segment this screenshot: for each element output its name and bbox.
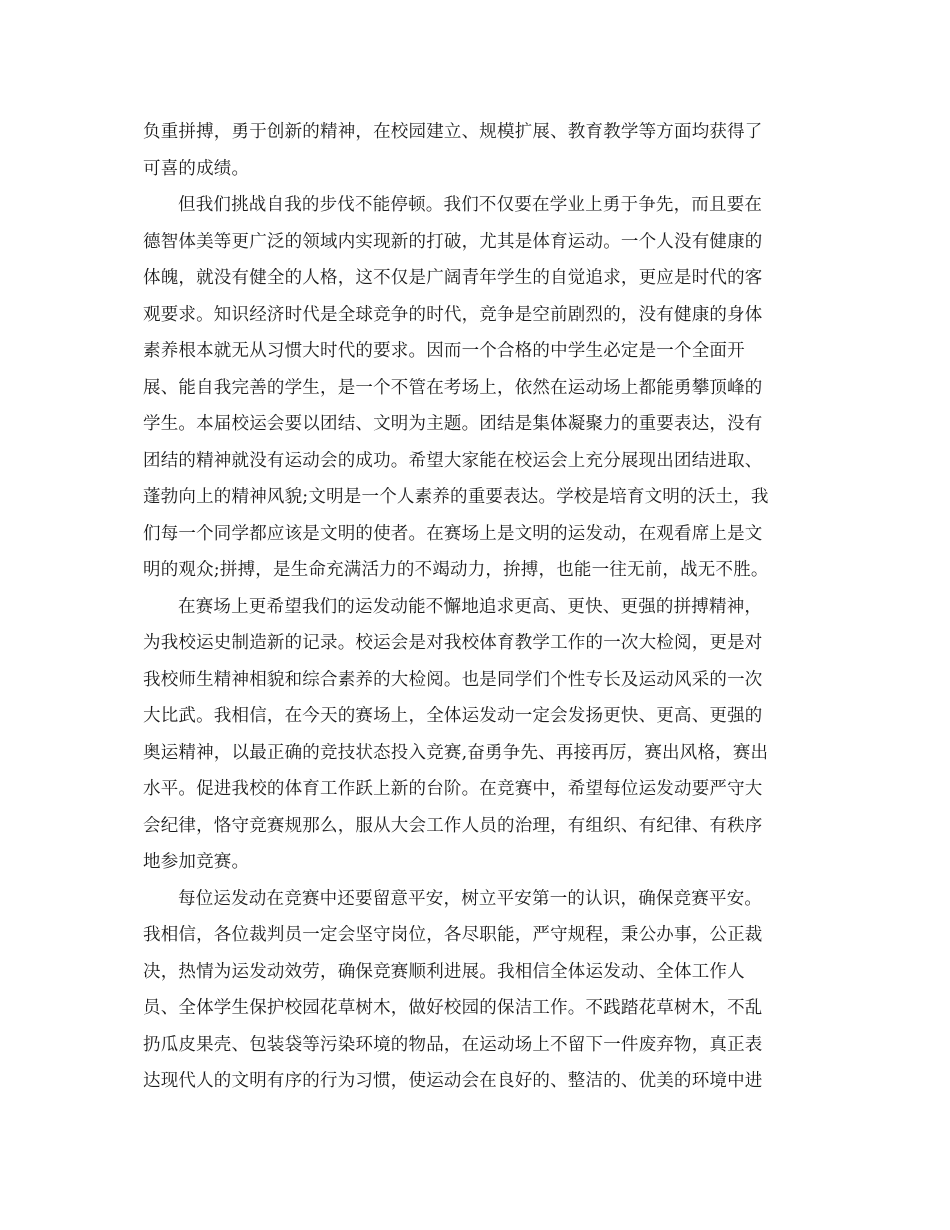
text-line: 在赛场上更希望我们的运发动能不懈地追求更高、更快、更强的拼搏精神， xyxy=(178,596,763,617)
text-line: 会纪律，恪守竞赛规那么，服从大会工作人员的治理，有组织、有纪律、有秩序 xyxy=(143,815,763,836)
text-line: 员、全体学生保护校园花草树木，做好校园的保洁工作。不践踏花草树木，不乱 xyxy=(143,998,763,1018)
text-line: 可喜的成绩。 xyxy=(143,158,250,179)
text-line: 德智体美等更广泛的领域内实现新的打破，尤其是体育运动。一个人没有健康的 xyxy=(143,231,763,252)
text-line: 奥运精神，以最正确的竞技状态投入竞赛,奋勇争先、再接再厉，赛出风格，赛出 xyxy=(143,742,769,763)
text-line: 扔瓜皮果壳、包装袋等污染环境的物品，在运动场上不留下一件废弃物，真正表 xyxy=(143,1034,763,1055)
text-line: 明的观众;拼搏，是生命充满活力的不竭动力，拚搏，也能一往无前，战无不胜。 xyxy=(143,560,769,580)
text-line: 素养根本就无从习惯大时代的要求。因而一个合格的中学生必定是一个全面开 xyxy=(143,341,745,361)
text-line: 大比武。我相信，在今天的赛场上，全体运发动一定会发扬更快、更高、更强的 xyxy=(143,706,763,726)
text-line: 每位运发动在竞赛中还要留意平安，树立平安第一的认识，确保竞赛平安。 xyxy=(178,888,763,909)
text-line: 负重拼搏，勇于创新的精神，在校园建立、规模扩展、教育教学等方面均获得了 xyxy=(143,122,763,142)
text-line: 团结的精神就没有运动会的成功。希望大家能在校运会上充分展现出团结进取、 xyxy=(143,450,763,471)
text-line: 我相信，各位裁判员一定会坚守岗位，各尽职能，严守规程，秉公办事，公正裁 xyxy=(143,925,763,945)
text-line: 学生。本届校运会要以团结、文明为主题。团结是集体凝聚力的重要表达，没有 xyxy=(143,414,763,434)
text-line: 体魄，就没有健全的人格，这不仅是广阔青年学生的自觉追求，更应是时代的客 xyxy=(143,268,763,288)
text-line: 们每一个同学都应该是文明的使者。在赛场上是文明的运发动，在观看席上是文 xyxy=(143,523,763,544)
body-text xyxy=(143,114,803,1100)
text-line: 观要求。知识经济时代是全球竞争的时代，竞争是空前剧烈的，没有健康的身体 xyxy=(143,304,763,325)
text-line: 我校师生精神相貌和综合素养的大检阅。也是同学们个性专长及运动风采的一次 xyxy=(143,669,763,690)
text-line: 蓬勃向上的精神风貌;文明是一个人素养的重要表达。学校是培育文明的沃土，我 xyxy=(143,487,769,507)
text-line: 达现代人的文明有序的行为习惯，使运动会在良好的、整洁的、优美的环境中进 xyxy=(143,1071,763,1091)
text-line: 决，热情为运发动效劳，确保竞赛顺利进展。我相信全体运发动、全体工作人 xyxy=(143,961,745,982)
text-line: 水平。促进我校的体育工作跃上新的台阶。在竞赛中，希望每位运发动要严守大 xyxy=(143,779,763,799)
text-line: 展、能自我完善的学生，是一个不管在考场上，依然在运动场上都能勇攀顶峰的 xyxy=(143,377,763,398)
text-line: 地参加竞赛。 xyxy=(143,852,250,872)
text-line: 但我们挑战自我的步伐不能停顿。我们不仅要在学业上勇于争先，而且要在 xyxy=(178,195,763,215)
text-line: 为我校运史制造新的记录。校运会是对我校体育教学工作的一次大检阅，更是对 xyxy=(143,633,763,653)
